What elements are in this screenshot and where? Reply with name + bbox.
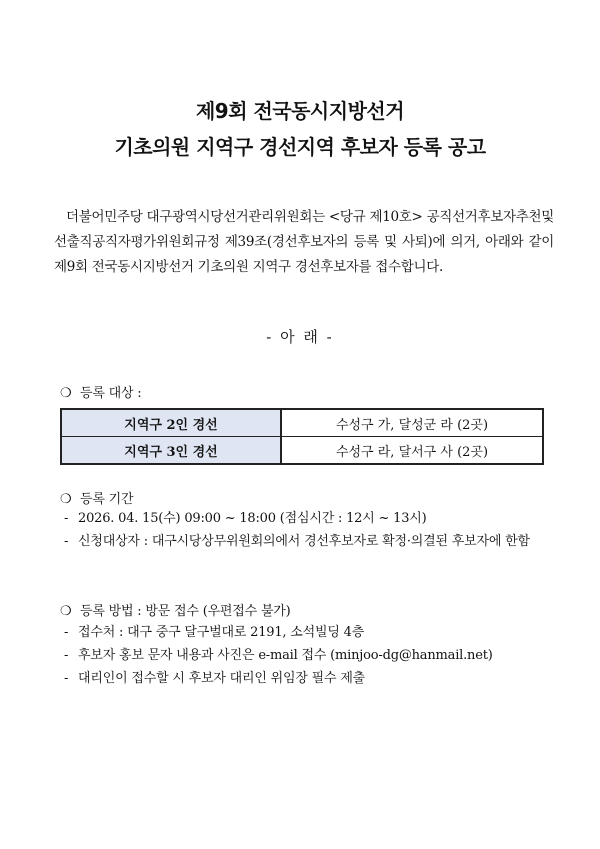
title-line-2: 기초의원 지역구 경선지역 후보자 등록 공고 <box>114 135 486 159</box>
notice-heading: - 아 래 - <box>266 328 334 346</box>
section-heading-period <box>60 488 133 507</box>
dash-marker: - <box>64 671 69 686</box>
section-heading-text: 등록 방법 : 방문 접수 (우편접수 불가) <box>80 604 291 619</box>
list-item <box>64 621 554 644</box>
dash-marker: - <box>64 511 69 526</box>
list-item <box>64 530 554 553</box>
table-cell-label: 지역구 2인 경선 <box>61 409 281 437</box>
list-item <box>64 644 554 667</box>
list-item-text: 신청대상자 : 대구시당상무위원회의에서 경선후보자로 확정·의결된 후보자에 한함 <box>78 534 530 549</box>
section-heading-text: 등록 기간 <box>80 492 134 507</box>
table-cell-label: 지역구 3인 경선 <box>61 437 281 465</box>
period-list <box>64 507 554 553</box>
circle-bullet-icon: ❍ <box>60 386 72 401</box>
table-cell-value: 수성구 가, 달성군 라 (2곳) <box>281 409 543 437</box>
list-item-text: 2026. 04. 15(수) 09:00 ~ 18:00 (점심시간 : 12시 ~ 13시) <box>78 511 427 526</box>
section-heading-targets <box>60 382 141 401</box>
list-item-text: 대리인이 접수할 시 후보자 대리인 위임장 필수 제출 <box>78 671 366 686</box>
section-heading-text: 등록 대상 : <box>80 386 142 401</box>
intro-paragraph: 더불어민주당 대구광역시당선거관리위원회는 <당규 제10호> 공직선거후보자추천및선출직공직자평가위원회규정 제39조(경선후보자의 등록 및 사퇴)에 의거, 아래와 같이 제9회 전국동시지방선거 기초의원 지역구 경선후보자를 접수합니다. <box>54 209 554 275</box>
list-item <box>64 507 554 530</box>
circle-bullet-icon: ❍ <box>60 604 72 619</box>
method-list <box>64 621 554 690</box>
dash-marker: - <box>64 625 69 640</box>
title-line-1: 제9회 전국동시지방선거 <box>195 99 405 123</box>
section-heading-method <box>60 600 291 619</box>
dash-marker: - <box>64 534 69 549</box>
candidate-table <box>60 408 544 465</box>
circle-bullet-icon: ❍ <box>60 492 72 507</box>
list-item <box>64 667 554 690</box>
table-row <box>61 409 543 437</box>
list-item-text: 접수처 : 대구 중구 달구벌대로 2191, 소석빌딩 4층 <box>78 625 365 640</box>
list-item-text: 후보자 홍보 문자 내용과 사진은 e-mail 접수 (minjoo-dg@hanmail.net) <box>78 648 493 663</box>
table-row <box>61 437 543 465</box>
dash-marker: - <box>64 648 69 663</box>
table-cell-value: 수성구 라, 달서구 사 (2곳) <box>281 437 543 465</box>
